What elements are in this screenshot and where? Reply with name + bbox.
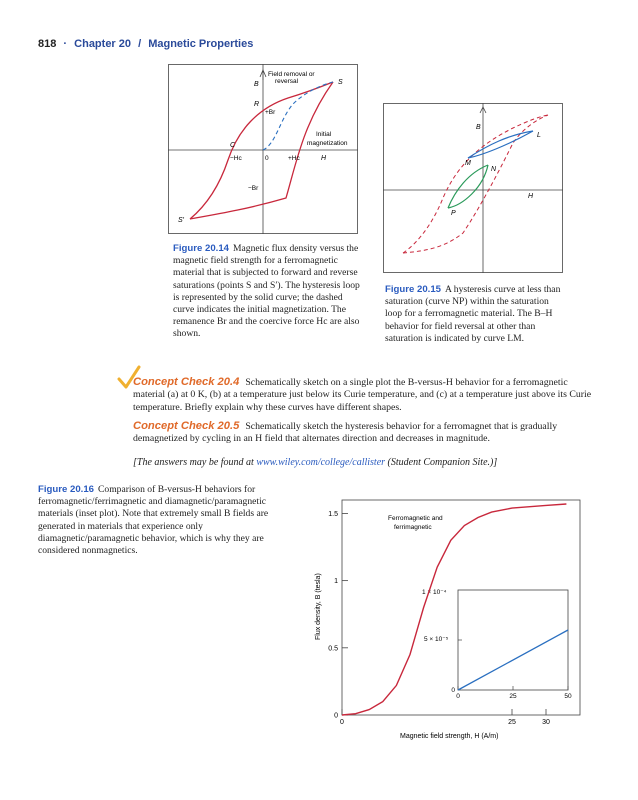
answers-note — [133, 457, 597, 468]
label-plus-br: +Br — [265, 109, 276, 116]
answers-prefix: [The answers may be found at — [133, 457, 257, 468]
label-minus-hc: −Hc — [230, 155, 242, 162]
inset-x-tick-label: 50 — [564, 693, 572, 700]
figure-20-16-text: Comparison of B-versus-H behaviors for ferromagnetic/ferrimagnetic and diamagnetic/paramagnetic materials (inset plot). Note that extremely small B fields are generated in materials that experience only diamagnetic/paramagnetic behavior, which is why they are considered nonmagnetics. — [38, 484, 269, 557]
x-tick-label: 0 — [340, 719, 344, 726]
label-minus-br: −Br — [248, 185, 259, 192]
page-header — [38, 38, 253, 50]
figure-20-16-label: Figure 20.16 — [38, 484, 94, 495]
y-axis-label: Flux density, B (tesla) — [315, 573, 322, 640]
concept-check-title: Concept Check 20.5 — [133, 420, 240, 432]
ferro-label-1: Ferromagnetic and — [388, 515, 443, 522]
label-r: R — [254, 101, 260, 108]
hysteresis-lower-branch — [190, 82, 333, 219]
label-initial: Initial — [316, 131, 332, 138]
label-h: H — [528, 193, 534, 200]
label-l: L — [537, 132, 541, 139]
inset-y-tick-top: 1 × 10⁻⁴ — [422, 589, 447, 596]
figure-20-15-text: A hysteresis curve at less than saturation (curve NP) within the saturation loop for a ferromagnetic material. The B–H behavior for field reversal at other than saturation is indicated by curve LM. — [385, 284, 561, 344]
figure-20-16-chart — [300, 490, 600, 750]
figure-20-14-caption — [173, 243, 365, 341]
answers-link[interactable]: www.wiley.com/college/callister — [256, 457, 386, 468]
label-zero: 0 — [265, 155, 269, 162]
figure-20-15 — [383, 103, 563, 273]
label-b: B — [476, 124, 481, 131]
chapter-label: Chapter 20 — [74, 38, 132, 50]
figure-20-14-text: Magnetic flux density versus the magnetic field strength for a ferromagnetic material that is subjected to forward and reverse saturations (points S and S′). The hysteresis loop is represented by the solid curve; the dashed curve indicates the initial magnetization. The remanence Br and the coercive force Hc are also shown. — [173, 243, 360, 340]
inset-x-tick-label: 25 — [509, 693, 517, 700]
x-tick-label: 25 — [508, 719, 516, 726]
inset-y-tick-label: 0 — [451, 687, 455, 694]
hysteresis-upper-branch — [190, 82, 333, 219]
concept-check-20-4 — [133, 376, 597, 414]
figure-20-14 — [168, 64, 358, 234]
header-bullet: · — [63, 38, 68, 50]
header-separator: / — [138, 38, 142, 50]
label-p: P — [451, 210, 456, 217]
answers-suffix: (Student Companion Site.)] — [385, 457, 498, 468]
concept-check-text: Schematically sketch on a single plot the B-versus-H behavior for a ferromagnetic material (a) at 0 K, (b) at a temperature just below its Curie temperature, and (c) at a temperature just above its Curie temperature. Briefly explain why these curves have different shapes. — [133, 377, 592, 413]
saturation-loop-outer — [403, 115, 548, 253]
concept-check-20-5 — [133, 420, 597, 446]
figure-20-16-caption — [38, 484, 278, 557]
label-field-removal: Field removal or — [268, 71, 315, 78]
figure-20-15-label: Figure 20.15 — [385, 284, 441, 295]
concept-check-title: Concept Check 20.4 — [133, 376, 240, 388]
ferro-label-2: ferrimagnetic — [394, 524, 432, 531]
inset-frame — [458, 590, 568, 690]
x-axis-label: Magnetic field strength, H (A/m) — [400, 733, 499, 740]
inset-y-tick-mid: 5 × 10⁻⁵ — [424, 636, 449, 643]
label-b: B — [254, 81, 259, 88]
label-reversal: reversal — [275, 78, 299, 85]
label-s: S — [338, 79, 343, 86]
figure-20-15-caption — [385, 284, 565, 345]
x-tick-label: 30 — [542, 719, 550, 726]
label-s-prime: S′ — [178, 217, 184, 224]
label-plus-hc: +Hc — [288, 155, 300, 162]
y-tick-label: 1.5 — [328, 510, 338, 518]
inset-x-tick-label: 0 — [456, 693, 460, 700]
label-m: M — [465, 160, 471, 167]
label-c: C — [230, 142, 236, 149]
concept-check-text: Schematically sketch the hysteresis behavior for a ferromagnet that is gradually demagnetized by cycling in an H field that alternates direction and decreases in magnitude. — [133, 421, 558, 445]
page-number: 818 — [38, 38, 57, 50]
saturation-loop-inner — [403, 115, 548, 253]
label-magnetization: magnetization — [307, 140, 348, 147]
figure-20-14-label: Figure 20.14 — [173, 243, 229, 254]
y-tick-label: 1 — [334, 578, 338, 586]
y-tick-label: 0.5 — [328, 645, 338, 653]
y-tick-label: 0 — [334, 712, 338, 720]
label-h: H — [321, 155, 327, 162]
label-n: N — [491, 166, 497, 173]
chapter-title: Magnetic Properties — [148, 38, 254, 50]
